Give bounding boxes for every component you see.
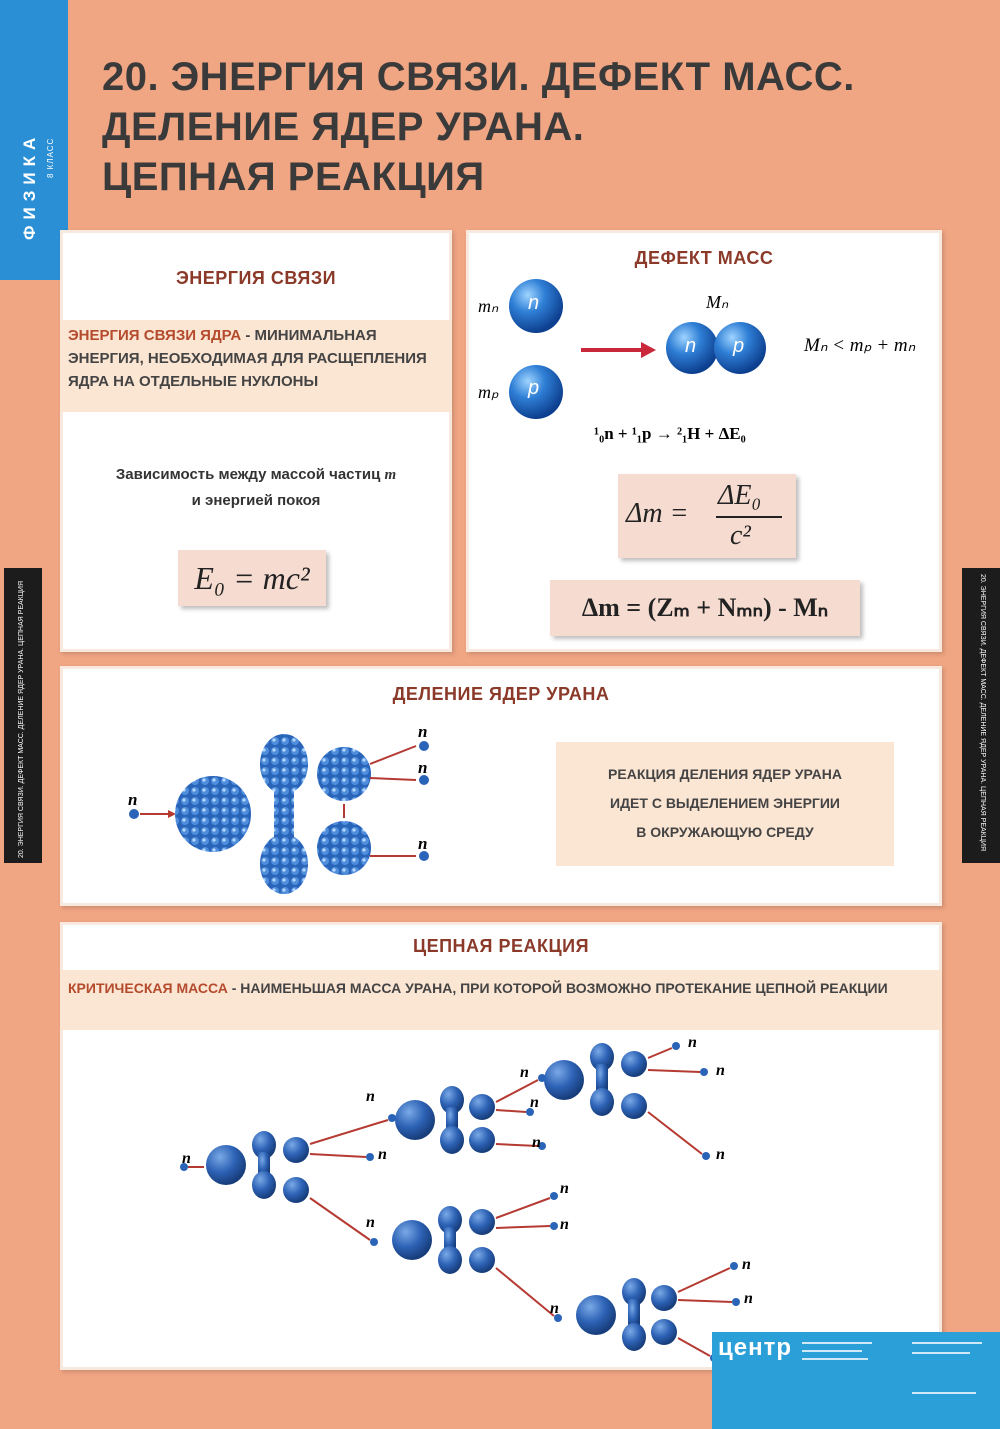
nucleus-mass-label: Mₙ xyxy=(706,292,729,312)
title-line-1: 20. ЭНЕРГИЯ СВЯЗИ. ДЕФЕКТ МАСС. xyxy=(102,55,855,99)
formula-denominator: c² xyxy=(730,520,751,551)
proton-mass-label: mₚ xyxy=(478,382,499,402)
binding-energy-heading: ЭНЕРГИЯ СВЯЗИ xyxy=(175,268,337,288)
deforming-nucleus-bottom xyxy=(260,834,308,894)
mass-defect-energy-formula xyxy=(618,474,796,558)
incoming-neutron xyxy=(129,809,139,819)
critical-mass-term: КРИТИЧЕСКАЯ МАССА xyxy=(68,980,228,996)
uranium-nucleus xyxy=(175,776,251,852)
grade-label: 8 КЛАСС xyxy=(46,137,55,178)
subject-label: ФИЗИКА xyxy=(20,131,39,240)
mass-inequality: Mₙ < mₚ + mₙ xyxy=(804,335,916,356)
left-strip-text: 20. ЭНЕРГИЯ СВЯЗИ. ДЕФЕКТ МАСС. ДЕЛЕНИЕ ЯДЕР УРАНА. ЦЕПНАЯ РЕАКЦИЯ xyxy=(18,581,25,858)
title-line-2: ДЕЛЕНИЕ ЯДЕР УРАНА. xyxy=(102,105,585,149)
fission-note-line-3: В ОКРУЖАЮЩУЮ СРЕДУ xyxy=(636,824,814,840)
proton-label: p xyxy=(528,377,540,399)
relation-text-2: и энергией покоя xyxy=(191,492,321,509)
critical-mass-definition xyxy=(60,970,942,1030)
mass-energy-relation xyxy=(60,462,452,514)
emitted-neutron-label-2: n xyxy=(418,758,428,777)
publisher-logo: центр xyxy=(718,1334,793,1361)
chain-neutron-label-3: n xyxy=(366,1214,375,1231)
binding-energy-definition xyxy=(60,320,452,412)
deuteron-reaction: ¹₀n + ¹₁p → ²₁H + ΔE₀ xyxy=(594,424,746,443)
fragment-bottom xyxy=(317,821,371,875)
chain-neutron-label-2: n xyxy=(378,1146,387,1163)
chain-neutron-label-8: n xyxy=(560,1216,569,1233)
chain-neutron-label-1: n xyxy=(366,1088,375,1105)
chain-neutron-label-7: n xyxy=(560,1180,569,1197)
binding-energy-term: ЭНЕРГИЯ СВЯЗИ ЯДРА xyxy=(68,327,242,344)
incoming-neutron-label: n xyxy=(128,790,138,809)
mass-defect-nucleon-formula: Δm = (Zₘ + Nₘₙ) - Mₙ xyxy=(550,580,860,636)
relation-text: Зависимость между массой частиц xyxy=(115,466,381,483)
formula-numerator: ΔE₀ xyxy=(718,480,762,511)
chain-nucleus-2b xyxy=(392,1220,432,1260)
fission-note-line-1: РЕАКЦИЯ ДЕЛЕНИЯ ЯДЕР УРАНА xyxy=(608,766,842,782)
title-line-3: ЦЕПНАЯ РЕАКЦИЯ xyxy=(102,155,485,199)
nucleus-proton-label: p xyxy=(733,335,745,357)
chain-reaction-panel xyxy=(60,922,942,1370)
chain-nucleus-2a xyxy=(395,1100,435,1140)
fission-panel xyxy=(60,666,942,906)
chain-neutron-label-13: n xyxy=(742,1256,751,1273)
neutron-mass-label: mₙ xyxy=(478,296,499,316)
mass-defect-heading: ДЕФЕКТ МАСС xyxy=(634,248,774,268)
page-title xyxy=(102,52,855,202)
chain-neutron-label-14: n xyxy=(744,1290,753,1307)
emitted-neutron-label-1: n xyxy=(418,722,428,741)
chain-nucleus-1 xyxy=(206,1145,246,1185)
rest-energy-formula: E₀ = mc² xyxy=(178,550,326,606)
right-side-strip xyxy=(962,568,1000,863)
formula-left: Δm = xyxy=(626,498,689,529)
deforming-nucleus-top xyxy=(260,734,308,794)
chain-neutron-label-5: n xyxy=(530,1094,539,1111)
chain-neutron-label-6: n xyxy=(532,1134,541,1151)
chain-neutron-label-12: n xyxy=(716,1146,725,1163)
emitted-neutron-1 xyxy=(419,741,429,751)
publisher-logo-block xyxy=(712,1332,1000,1429)
binding-energy-definition-text: - МИНИМАЛЬНАЯ ЭНЕРГИЯ, НЕОБХОДИМАЯ ДЛЯ РАСЩЕПЛЕНИЯ ЯДРА НА ОТДЕЛЬНЫЕ НУКЛОНЫ xyxy=(68,327,427,390)
emitted-neutron-label-3: n xyxy=(418,834,428,853)
chain-reaction-heading: ЦЕПНАЯ РЕАКЦИЯ xyxy=(412,936,590,956)
subject-sidebar xyxy=(0,0,68,280)
binding-energy-panel xyxy=(60,230,452,652)
relation-variable: m xyxy=(384,467,397,483)
critical-mass-definition-text: - НАИМЕНЬШАЯ МАССА УРАНА, ПРИ КОТОРОЙ ВОЗМОЖНО ПРОТЕКАНИЕ ЦЕПНОЙ РЕАКЦИИ xyxy=(227,980,888,996)
fission-note-line-2: ИДЕТ С ВЫДЕЛЕНИЕМ ЭНЕРГИИ xyxy=(610,795,840,811)
reaction-arrow-head xyxy=(641,342,656,358)
fraction-bar xyxy=(716,516,782,518)
chain-neutron-label-9: n xyxy=(550,1300,559,1317)
chain-neutron-label-10: n xyxy=(688,1034,697,1051)
chain-neutron-label-0: n xyxy=(182,1150,191,1167)
neutron-label: n xyxy=(528,292,540,314)
chain-neutron-label-11: n xyxy=(716,1062,725,1079)
chain-nucleus-3b xyxy=(576,1295,616,1335)
fission-heading: ДЕЛЕНИЕ ЯДЕР УРАНА xyxy=(392,684,610,704)
mass-defect-panel xyxy=(466,230,942,652)
fragment-top xyxy=(317,747,371,801)
deforming-nucleus-neck xyxy=(274,786,294,842)
left-side-strip xyxy=(4,568,42,863)
chain-nucleus-3a xyxy=(544,1060,584,1100)
fission-energy-note xyxy=(556,742,894,866)
right-strip-text: 20. ЭНЕРГИЯ СВЯЗИ. ДЕФЕКТ МАСС. ДЕЛЕНИЕ ЯДЕР УРАНА. ЦЕПНАЯ РЕАКЦИЯ xyxy=(979,574,986,851)
nucleus-neutron-label: n xyxy=(685,335,697,357)
chain-neutron-label-4: n xyxy=(520,1064,529,1081)
chain-reaction-diagram xyxy=(60,1032,942,1370)
